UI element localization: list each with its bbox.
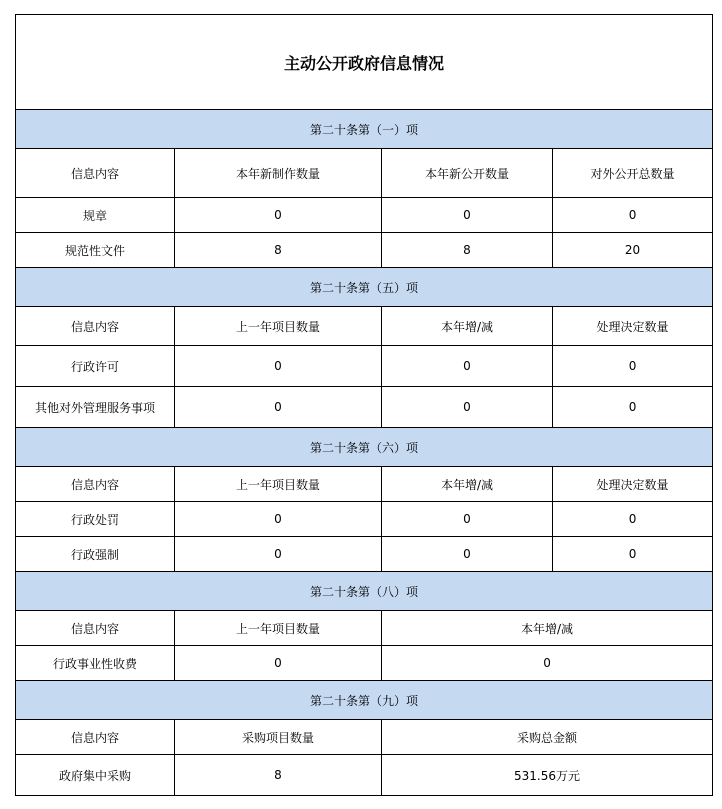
table-cell: 0: [175, 646, 382, 681]
table-cell: 0: [382, 198, 553, 233]
column-header: 信息内容: [16, 467, 175, 502]
section-heading: 第二十条第（九）项: [16, 681, 713, 720]
section-heading-row: [16, 681, 713, 720]
page-title: 主动公开政府信息情况: [16, 15, 713, 110]
table-cell: 0: [175, 198, 382, 233]
section-heading-row: [16, 572, 713, 611]
table-row: [16, 198, 713, 233]
table-cell: 0: [175, 346, 382, 387]
table-cell: 0: [553, 502, 713, 537]
section-heading: 第二十条第（六）项: [16, 428, 713, 467]
table-cell: 0: [553, 198, 713, 233]
column-header: 本年增/减: [382, 467, 553, 502]
table-cell: 8: [175, 755, 382, 796]
column-header: 信息内容: [16, 307, 175, 346]
table-cell: 0: [382, 537, 553, 572]
table-cell: 0: [175, 387, 382, 428]
section-heading: 第二十条第（五）项: [16, 268, 713, 307]
table-cell: 531.56万元: [382, 755, 713, 796]
column-header: 采购项目数量: [175, 720, 382, 755]
table-cell: 20: [553, 233, 713, 268]
table-cell: 8: [175, 233, 382, 268]
header-row: [16, 467, 713, 502]
row-label: 行政许可: [16, 346, 175, 387]
column-header: 对外公开总数量: [553, 149, 713, 198]
table-row: [16, 387, 713, 428]
section-heading: 第二十条第（一）项: [16, 110, 713, 149]
table-cell: 0: [382, 502, 553, 537]
title-row: [16, 15, 713, 110]
table-row: [16, 233, 713, 268]
header-row: [16, 307, 713, 346]
column-header: 信息内容: [16, 149, 175, 198]
section-heading: 第二十条第（八）项: [16, 572, 713, 611]
column-header: 信息内容: [16, 611, 175, 646]
column-header: 本年增/减: [382, 307, 553, 346]
column-header: 上一年项目数量: [175, 307, 382, 346]
header-row: [16, 611, 713, 646]
table-row: [16, 502, 713, 537]
table-row: [16, 346, 713, 387]
row-label: 政府集中采购: [16, 755, 175, 796]
table-cell: 0: [382, 387, 553, 428]
table-cell: 0: [382, 646, 713, 681]
column-header: 上一年项目数量: [175, 611, 382, 646]
table-row: [16, 646, 713, 681]
header-row: [16, 720, 713, 755]
row-label: 规范性文件: [16, 233, 175, 268]
section-heading-row: [16, 110, 713, 149]
column-header: 本年新公开数量: [382, 149, 553, 198]
section-heading-row: [16, 428, 713, 467]
header-row: [16, 149, 713, 198]
column-header: 处理决定数量: [553, 467, 713, 502]
table-cell: 0: [553, 537, 713, 572]
column-header: 上一年项目数量: [175, 467, 382, 502]
row-label: 规章: [16, 198, 175, 233]
row-label: 行政事业性收费: [16, 646, 175, 681]
table-cell: 0: [175, 537, 382, 572]
row-label: 其他对外管理服务事项: [16, 387, 175, 428]
column-header: 信息内容: [16, 720, 175, 755]
row-label: 行政处罚: [16, 502, 175, 537]
section-heading-row: [16, 268, 713, 307]
column-header: 本年增/减: [382, 611, 713, 646]
column-header: 本年新制作数量: [175, 149, 382, 198]
table-cell: 0: [382, 346, 553, 387]
disclosure-table: [15, 14, 713, 796]
column-header: 处理决定数量: [553, 307, 713, 346]
row-label: 行政强制: [16, 537, 175, 572]
table-cell: 0: [175, 502, 382, 537]
table-row: [16, 755, 713, 796]
table-cell: 0: [553, 346, 713, 387]
table-cell: 8: [382, 233, 553, 268]
table-row: [16, 537, 713, 572]
column-header: 采购总金额: [382, 720, 713, 755]
table-cell: 0: [553, 387, 713, 428]
